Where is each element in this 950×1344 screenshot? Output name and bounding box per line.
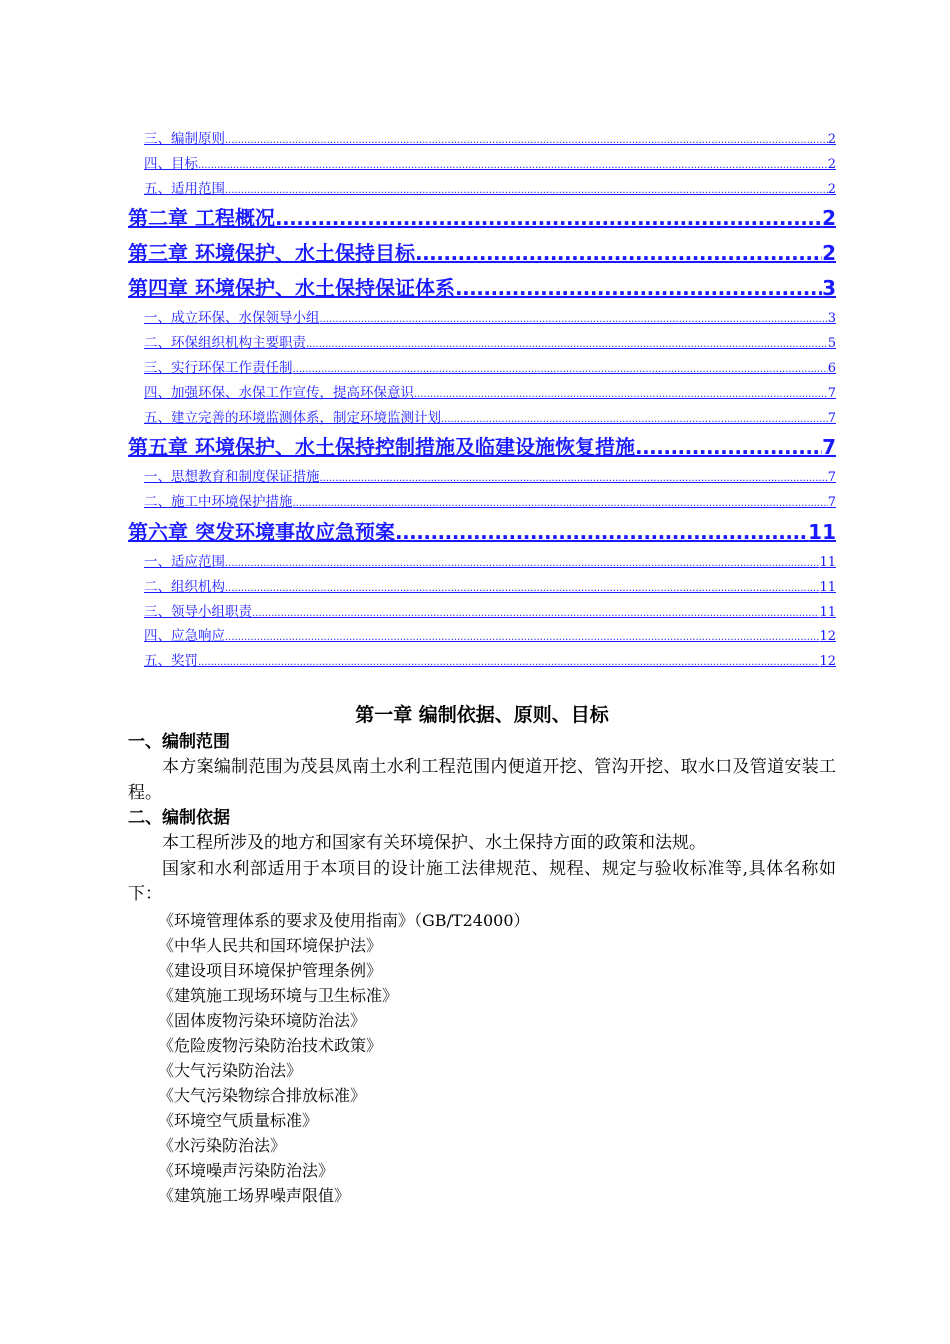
toc-chapter-entry[interactable] xyxy=(128,271,836,306)
table-of-contents xyxy=(128,127,836,674)
standard-item: 《中华人民共和国环境保护法》 xyxy=(158,935,383,955)
toc-leader-dots xyxy=(414,383,828,408)
toc-leader-dots xyxy=(198,154,828,179)
toc-chapter-title[interactable]: 第四章 环境保护、水土保持保证体系 xyxy=(128,276,455,301)
toc-entry-title[interactable]: 一、思想教育和制度保证措施 xyxy=(144,469,320,486)
toc-entry-title[interactable]: 五、建立完善的环境监测体系，制定环境监测计划 xyxy=(144,409,441,426)
toc-entry[interactable] xyxy=(128,600,836,625)
toc-entry-title[interactable]: 四、加强环保、水保工作宣传，提高环保意识 xyxy=(144,384,414,401)
toc-chapter-title[interactable]: 第五章 环境保护、水土保持控制措施及临建设施恢复措施 xyxy=(128,435,635,460)
toc-chapter-entry[interactable] xyxy=(128,201,836,236)
standard-item: 《水污染防治法》 xyxy=(158,1135,287,1155)
toc-chapter-page[interactable]: 11 xyxy=(808,519,836,544)
toc-entry-page[interactable]: 5 xyxy=(827,336,836,352)
toc-leader-dots xyxy=(252,602,819,627)
toc-chapter-title[interactable]: 第六章 突发环境事故应急预案 xyxy=(128,519,395,544)
standard-item: 《大气污染物综合排放标准》 xyxy=(158,1085,367,1105)
toc-entry-page[interactable]: 11 xyxy=(819,554,836,570)
toc-leader-dots xyxy=(320,467,828,492)
standard-item: 《固体废物污染环境防治法》 xyxy=(158,1010,367,1030)
standard-item: 《建设项目环境保护管理条例》 xyxy=(158,960,383,980)
toc-leader-dots xyxy=(225,129,828,154)
toc-entry-title[interactable]: 二、环保组织机构主要职责 xyxy=(144,335,306,352)
toc-entry[interactable] xyxy=(128,381,836,406)
toc-leader-dots xyxy=(293,358,828,383)
toc-entry-page[interactable]: 7 xyxy=(827,410,836,426)
toc-entry-title[interactable]: 四、目标 xyxy=(144,155,198,172)
toc-chapter-title[interactable]: 第三章 环境保护、水土保持目标 xyxy=(128,241,415,266)
section-heading: 二、编制依据 xyxy=(128,808,230,828)
standard-item: 《环境噪声污染防治法》 xyxy=(158,1160,335,1180)
toc-chapter-page[interactable]: 7 xyxy=(822,435,836,460)
standard-item: 《危险废物污染防治技术政策》 xyxy=(158,1035,383,1055)
toc-entry[interactable] xyxy=(128,550,836,575)
toc-entry[interactable] xyxy=(128,152,836,177)
toc-entry-page[interactable]: 12 xyxy=(819,654,836,670)
toc-leader-dots xyxy=(455,271,822,306)
standard-item: 《环境空气质量标准》 xyxy=(158,1110,319,1130)
toc-leader-dots xyxy=(306,333,828,358)
toc-entry[interactable] xyxy=(128,356,836,381)
toc-entry[interactable] xyxy=(128,575,836,600)
toc-leader-dots xyxy=(275,201,822,236)
toc-entry[interactable] xyxy=(128,331,836,356)
toc-entry-title[interactable]: 二、组织机构 xyxy=(144,578,225,595)
toc-entry-title[interactable]: 五、适用范围 xyxy=(144,180,225,197)
toc-entry-title[interactable]: 二、施工中环境保护措施 xyxy=(144,494,293,511)
toc-entry[interactable] xyxy=(128,127,836,152)
standard-item: 《环境管理体系的要求及使用指南》（GB/T24000） xyxy=(158,910,530,930)
toc-entry-page[interactable]: 12 xyxy=(819,629,836,645)
toc-entry-page[interactable]: 7 xyxy=(827,385,836,401)
toc-leader-dots xyxy=(225,552,819,577)
toc-entry-title[interactable]: 三、领导小组职责 xyxy=(144,603,252,620)
toc-entry-page[interactable]: 11 xyxy=(819,579,836,595)
toc-entry[interactable] xyxy=(128,306,836,331)
toc-leader-dots xyxy=(293,492,828,517)
paragraph: 本工程所涉及的地方和国家有关环境保护、水土保持方面的政策和法规。 xyxy=(162,833,706,853)
toc-entry-page[interactable]: 6 xyxy=(827,360,836,376)
section-heading: 一、编制范围 xyxy=(128,732,230,752)
toc-chapter-page[interactable]: 3 xyxy=(822,276,836,301)
toc-entry[interactable] xyxy=(128,624,836,649)
document-body xyxy=(128,700,836,1208)
toc-chapter-page[interactable]: 2 xyxy=(822,206,836,231)
toc-entry[interactable] xyxy=(128,649,836,674)
toc-entry[interactable] xyxy=(128,490,836,515)
toc-leader-dots xyxy=(395,515,808,550)
toc-entry-title[interactable]: 五、奖罚 xyxy=(144,653,198,670)
toc-entry-page[interactable]: 2 xyxy=(827,156,836,172)
toc-entry-title[interactable]: 三、实行环保工作责任制 xyxy=(144,359,293,376)
toc-chapter-entry[interactable] xyxy=(128,430,836,465)
toc-chapter-page[interactable]: 2 xyxy=(822,241,836,266)
toc-entry-page[interactable]: 3 xyxy=(827,311,836,327)
toc-entry-page[interactable]: 2 xyxy=(827,132,836,147)
toc-entry-page[interactable]: 7 xyxy=(827,495,836,511)
toc-entry-title[interactable]: 一、适应范围 xyxy=(144,553,225,570)
toc-entry[interactable] xyxy=(128,406,836,431)
toc-entry-page[interactable]: 2 xyxy=(827,181,836,197)
standard-item: 《建筑施工场界噪声限值》 xyxy=(158,1185,351,1205)
toc-entry-title[interactable]: 三、编制原则 xyxy=(144,131,225,147)
toc-entry[interactable] xyxy=(128,177,836,202)
toc-leader-dots xyxy=(198,651,819,676)
standard-item: 《大气污染防治法》 xyxy=(158,1060,303,1080)
toc-chapter-entry[interactable] xyxy=(128,515,836,550)
toc-entry-page[interactable]: 11 xyxy=(819,604,836,620)
toc-entry-title[interactable]: 四、应急响应 xyxy=(144,628,225,645)
toc-leader-dots xyxy=(441,408,828,433)
paragraph: 本方案编制范围为茂县凤南土水利工程范围内便道开挖、管沟开挖、取水口及管道安装工程。 xyxy=(128,757,836,803)
toc-leader-dots xyxy=(415,236,822,271)
toc-entry[interactable] xyxy=(128,465,836,490)
paragraph: 国家和水利部适用于本项目的设计施工法律规范、规程、规定与验收标准等,具体名称如下： xyxy=(128,858,836,904)
toc-leader-dots xyxy=(225,626,819,651)
chapter-heading: 第一章 编制依据、原则、目标 xyxy=(355,704,609,726)
toc-chapter-title[interactable]: 第二章 工程概况 xyxy=(128,206,275,231)
toc-leader-dots xyxy=(225,179,828,204)
toc-entry-page[interactable]: 7 xyxy=(827,470,836,486)
toc-leader-dots xyxy=(635,430,822,465)
standard-item: 《建筑施工现场环境与卫生标准》 xyxy=(158,985,399,1005)
toc-leader-dots xyxy=(320,308,828,333)
toc-entry-title[interactable]: 一、成立环保、水保领导小组 xyxy=(144,310,320,327)
toc-chapter-entry[interactable] xyxy=(128,236,836,271)
toc-leader-dots xyxy=(225,577,819,602)
